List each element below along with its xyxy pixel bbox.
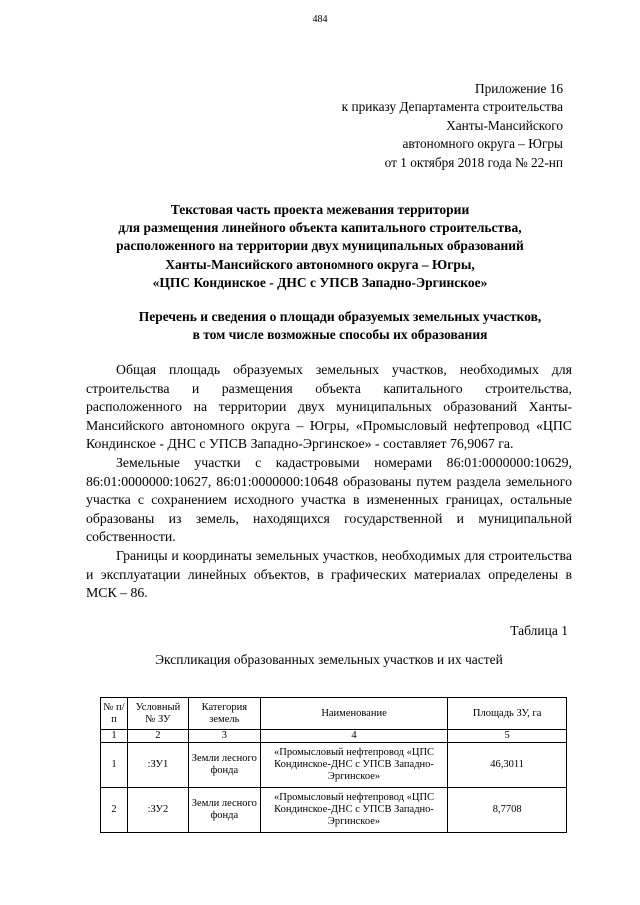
- appendix-line: Ханты-Мансийского: [446, 117, 563, 133]
- cell-cat: Земли лесного фонда: [188, 743, 260, 788]
- cell-num: 1: [101, 743, 128, 788]
- table-row: [101, 788, 567, 833]
- document-title: [60, 201, 580, 292]
- page-number: 484: [312, 14, 328, 25]
- header-cond: Условный № ЗУ: [127, 698, 188, 730]
- appendix-line: от 1 октября 2018 года № 22-нп: [384, 154, 563, 170]
- cell-cat: Земли лесного фонда: [188, 788, 260, 833]
- cell-name: «Промысловый нефтепровод «ЦПС Кондинское-ДНС с УПСВ Западно-Эргинское»: [260, 788, 448, 833]
- col-number: 4: [260, 730, 448, 743]
- cell-num: 2: [101, 788, 128, 833]
- header-num: № п/п: [101, 698, 128, 730]
- paragraph-cadastral: Земельные участки с кадастровыми номерами 86:01:0000000:10629, 86:01:0000000:10627, 86:01:0000000:10648 образованы путем раздела земельного участка с сохранением исходного участка в измененных границах, остальные образованы из земель, находящихся государственной и муниципальной собственности.: [86, 454, 572, 545]
- explication-table: [100, 697, 567, 833]
- header-name: Наименование: [260, 698, 448, 730]
- title-line: «ЦПС Кондинское - ДНС с УПСВ Западно-Эргинское»: [152, 274, 488, 290]
- table-header-row: [101, 698, 567, 730]
- title-line: Текстовая часть проекта межевания территории: [170, 202, 470, 217]
- appendix-line: Приложение 16: [475, 81, 563, 96]
- title-line: Ханты-Мансийского автономного округа – Югры,: [165, 256, 475, 272]
- cell-area: 8,7708: [448, 788, 567, 833]
- table-row: [101, 743, 567, 788]
- subtitle-line: Перечень и сведения о площади образуемых земельных участков,: [138, 309, 542, 324]
- cell-name: «Промысловый нефтепровод «ЦПС Кондинское-ДНС с УПСВ Западно-Эргинское»: [260, 743, 448, 788]
- col-number: 3: [188, 730, 260, 743]
- cell-cond: :ЗУ1: [127, 743, 188, 788]
- cell-cond: :ЗУ2: [127, 788, 188, 833]
- title-line: расположенного на территории двух муниципальных образований: [116, 238, 524, 254]
- appendix-block: [342, 80, 563, 172]
- body-text: [86, 361, 572, 603]
- appendix-line: автономного округа – Югры: [402, 136, 563, 152]
- appendix-line: к приказу Департамента строительства: [341, 99, 563, 115]
- table-caption: Экспликация образованных земельных участков и их частей: [155, 652, 503, 667]
- header-cat: Категория земель: [188, 698, 260, 730]
- col-number: 1: [101, 730, 128, 743]
- paragraph-total-area: Общая площадь образуемых земельных участков, необходимых для строительства и размещения объекта капитального строительства, расположенного на территории двух муниципальных образований Ханты-Мансийского автономного округа – Югры, «Промысловый нефтепровод «ЦПС Кондинское - ДНС с УПСВ Западно-Эргинское» - составляет 76,9067 га.: [86, 362, 572, 452]
- col-number: 5: [448, 730, 567, 743]
- col-number: 2: [127, 730, 188, 743]
- subtitle-line: в том числе возможные способы их образования: [192, 327, 488, 343]
- cell-area: 46,3011: [448, 743, 567, 788]
- column-number-row: [101, 730, 567, 743]
- title-line: для размещения линейного объекта капитального строительства,: [118, 220, 522, 236]
- paragraph-boundaries: Границы и координаты земельных участков, необходимых для строительства и эксплуатации линейных объектов, в графических материалах определены в МСК – 86.: [86, 547, 572, 601]
- section-heading: [100, 308, 580, 344]
- header-area: Площадь ЗУ, га: [448, 698, 567, 730]
- table-label: Таблица 1: [510, 623, 568, 638]
